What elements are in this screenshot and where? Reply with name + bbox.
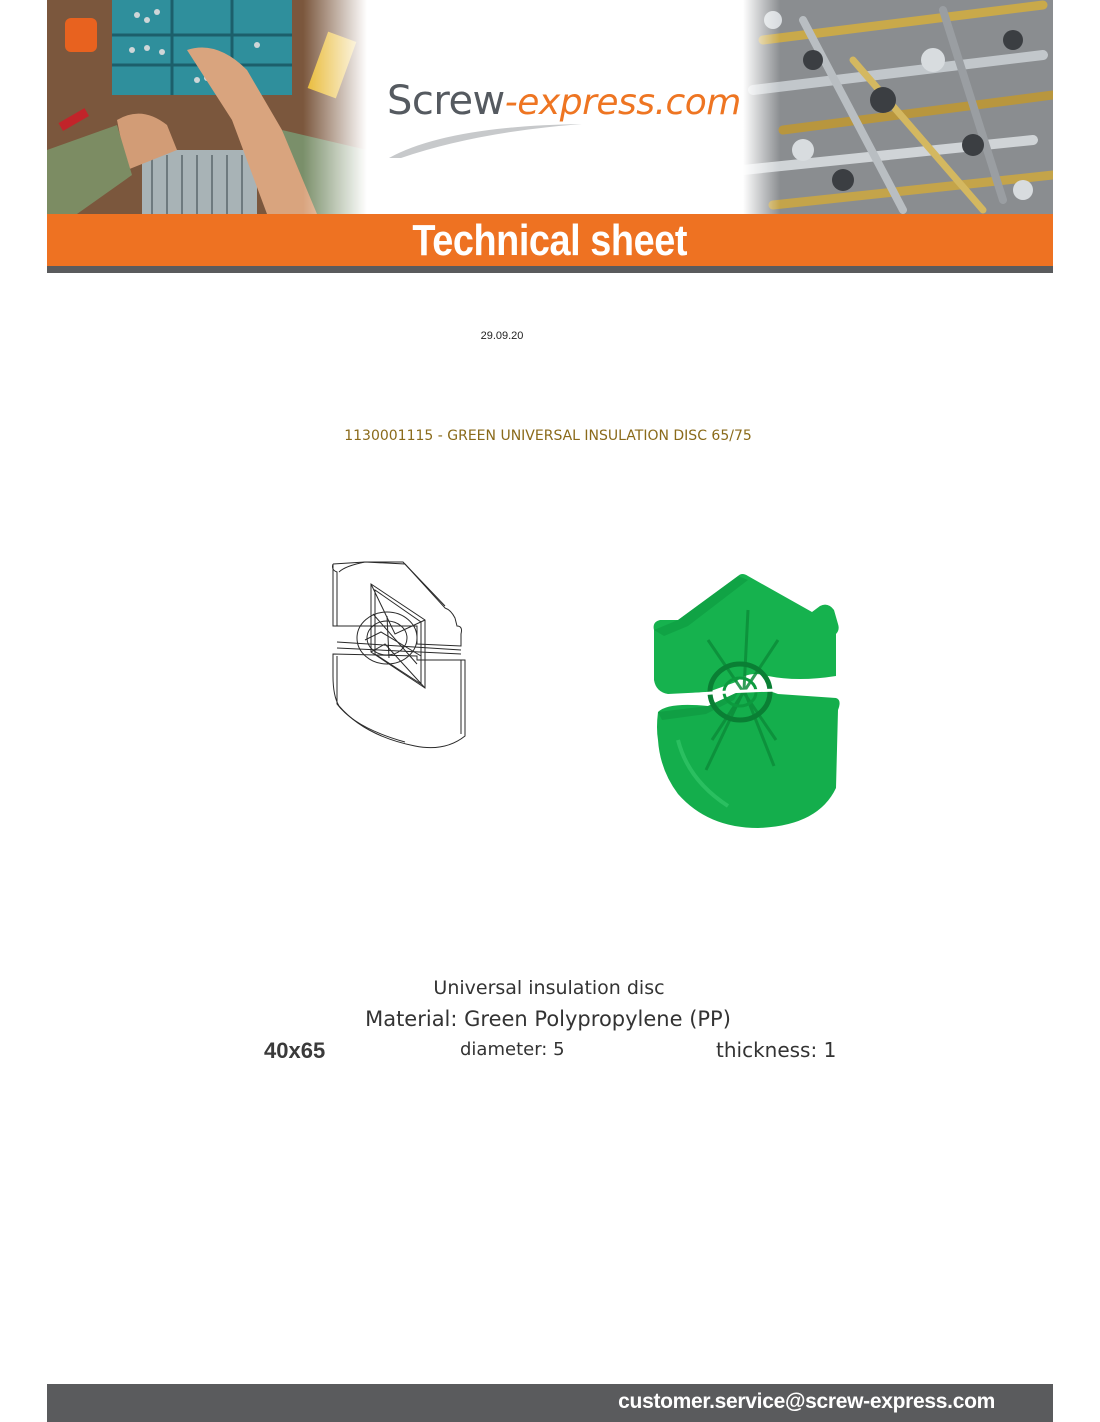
- product-size: 40x65: [264, 1038, 326, 1063]
- header-banner: [47, 0, 1053, 214]
- product-title: 1130001115 - GREEN UNIVERSAL INSULATION DISC 65/75: [344, 428, 752, 444]
- product-thickness: thickness: 1: [716, 1038, 837, 1062]
- footer-bar: [47, 1384, 1053, 1422]
- tools-workbench-photo: [47, 0, 367, 214]
- product-description: Universal insulation disc: [433, 977, 665, 999]
- product-material: Material: Green Polypropylene (PP): [365, 1007, 731, 1031]
- green-insulation-disc-photo: [648, 570, 844, 832]
- logo-swoosh-icon: [387, 118, 587, 160]
- page-title: Technical sheet: [412, 216, 688, 265]
- screws-pile-photo: [743, 0, 1053, 214]
- logo-text-express: -express.com: [504, 82, 741, 123]
- insulation-disc-line-drawing: [325, 556, 470, 752]
- logo-text-screw: Screw: [387, 78, 505, 124]
- screw-express-logo: [387, 78, 747, 168]
- product-diameter: diameter: 5: [460, 1039, 565, 1060]
- document-date: 29.09.20: [480, 330, 524, 342]
- technical-sheet-title-bar: [47, 214, 1053, 273]
- customer-service-email[interactable]: customer.service@screw-express.com: [618, 1390, 995, 1413]
